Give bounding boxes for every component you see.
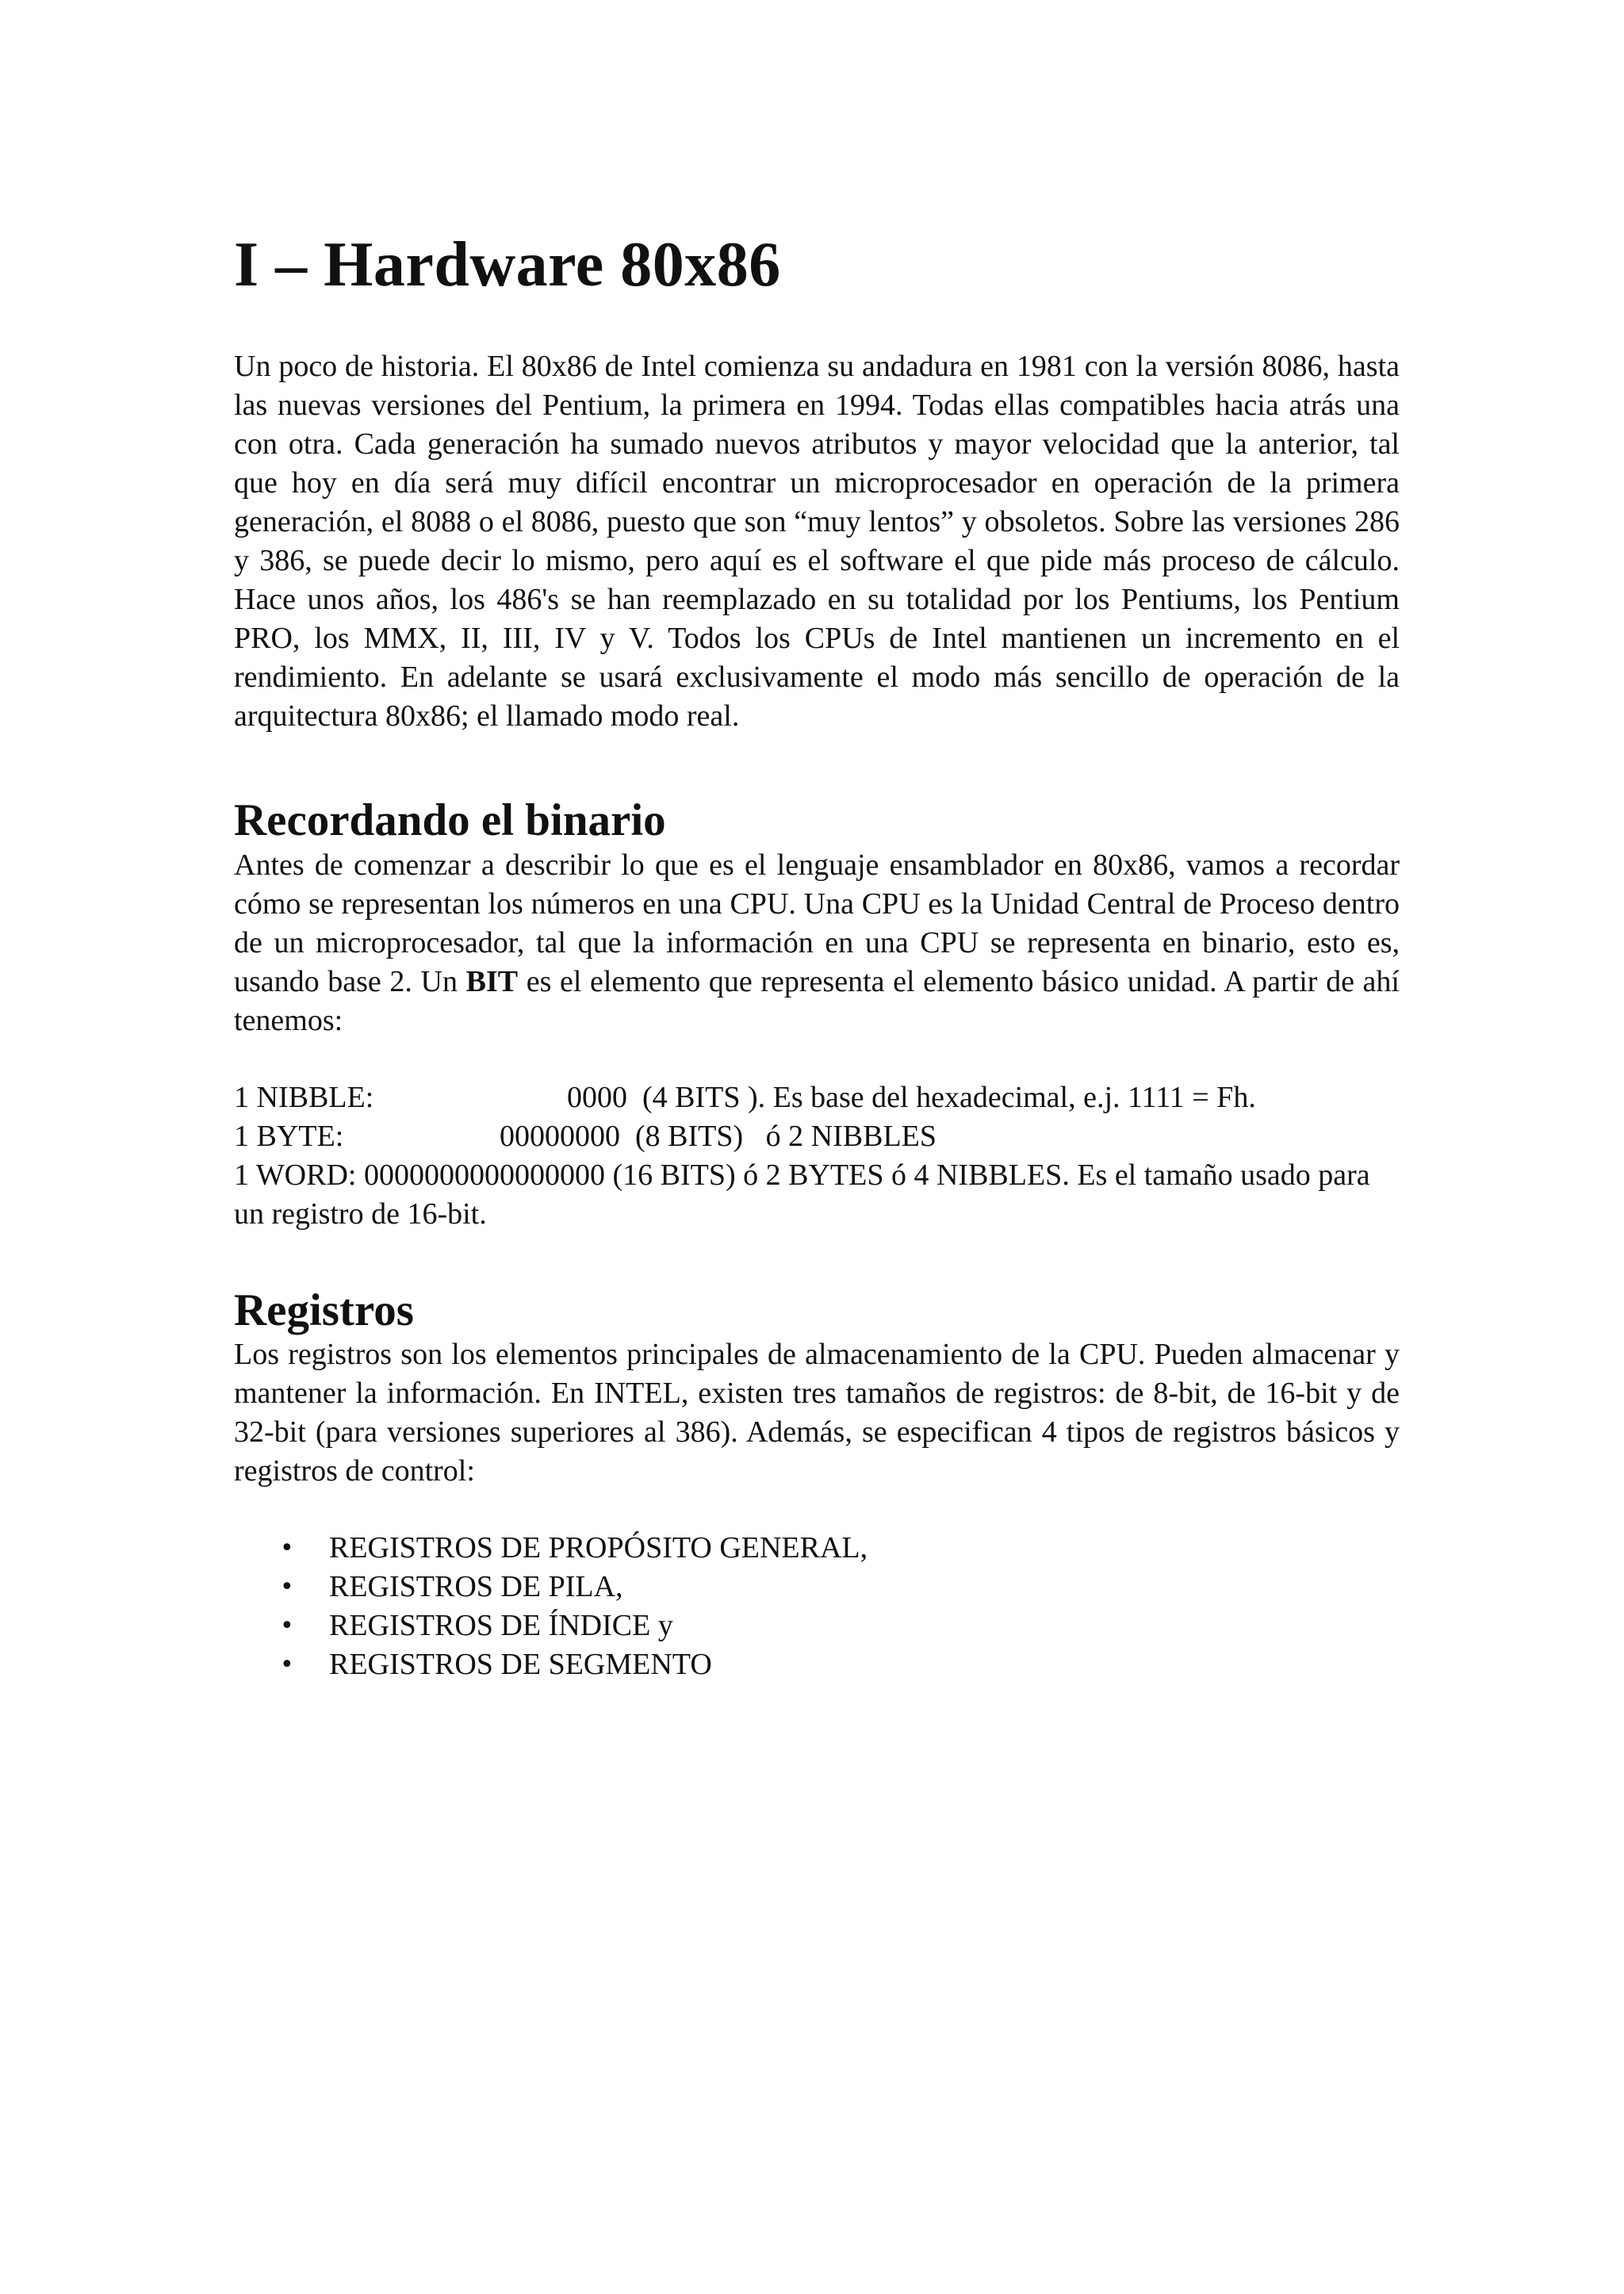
- section-binario: [234, 796, 1400, 1234]
- page-title: I – Hardware 80x86: [234, 230, 781, 300]
- list-item: [280, 1607, 1400, 1645]
- list-item-text: REGISTROS DE PILA,: [329, 1570, 623, 1604]
- unit-value: 0000 (4 BITS ). Es base del hexadecimal, e.j. 1111 = Fh.: [567, 1080, 1256, 1114]
- registros-paragraph: Los registros son los elementos principales de almacenamiento de la CPU. Pueden almacenar y mantener la información. En INTEL, existen tres tamaños de registros: de 8-bit, de 16-bit y de 32-bit (para versiones superiores al 386). Además, se especifican 4 tipos de registros básicos y registros de control:: [234, 1338, 1400, 1488]
- unit-row-word: [234, 1156, 1400, 1234]
- units-list: [234, 1078, 1400, 1234]
- bit-term: BIT: [465, 964, 519, 998]
- list-item-text: REGISTROS DE PROPÓSITO GENERAL,: [329, 1531, 868, 1565]
- list-item: [280, 1568, 1400, 1607]
- unit-row-byte: [234, 1117, 1400, 1156]
- bullet-icon: •: [280, 1573, 294, 1602]
- register-types-list: [234, 1529, 1400, 1684]
- intro-paragraph: Un poco de historia. El 80x86 de Intel comienza su andadura en 1981 con la versión 8086, hasta las nuevas versiones del Pentium, la primera en 1994. Todas ellas compatibles hacia atrás una con otra. Cada generación ha sumado nuevos atributos y mayor velocidad que la anterior, tal que hoy en día será muy difícil encontrar un microprocesador en operación de la primera generación, el 8088 o el 8086, puesto que son “muy lentos” y obsoletos. Sobre las versiones 286 y 386, se puede decir lo mismo, pero aquí es el software el que pide más proceso de cálculo. Hace unos años, los 486's se han reemplazado en su totalidad por los Pentiums, los Pentium PRO, los MMX, II, III, IV y V. Todos los CPUs de Intel mantienen un incremento en el rendimiento. En adelante se usará exclusivamente el modo más sencillo de operación de la arquitectura 80x86; el llamado modo real.: [234, 350, 1400, 733]
- unit-label: 1 NIBBLE:: [234, 1080, 374, 1114]
- bullet-icon: •: [280, 1534, 294, 1563]
- list-item: [280, 1645, 1400, 1684]
- unit-value: 0000000000000000 (16 BITS) ó 2 BYTES ó 4 NIBBLES. Es el tamaño usado para un registro de 16-bit.: [234, 1158, 1370, 1231]
- list-item-text: REGISTROS DE SEGMENTO: [329, 1648, 712, 1682]
- binario-text-1: Antes de comenzar a describir lo que es el lenguaje ensamblador en 80x86, vamos a recordar cómo se representan los números en una CPU. Una CPU es la Unidad Central de Proceso dentro de un microprocesador, tal que la información en una CPU se representa en binario, esto es, usando base 2. Un: [234, 848, 1400, 998]
- binario-paragraph: [234, 846, 1400, 1040]
- unit-value: 00000000 (8 BITS) ó 2 NIBBLES: [500, 1119, 936, 1153]
- section-heading-registros: Registros: [234, 1285, 414, 1335]
- list-item-text: REGISTROS DE ÍNDICE y: [329, 1609, 673, 1643]
- bullet-icon: •: [280, 1651, 294, 1679]
- bullet-icon: •: [280, 1612, 294, 1641]
- unit-row-nibble: [234, 1078, 1400, 1117]
- section-registros: [234, 1286, 1400, 1685]
- unit-label: 1 BYTE:: [234, 1119, 344, 1153]
- document-page: [234, 230, 1400, 1684]
- unit-label: 1 WORD:: [234, 1158, 357, 1192]
- binario-text-2: es el elemento que representa el elemento básico unidad. A partir de ahí tenemos:: [234, 964, 1400, 1037]
- list-item: [280, 1529, 1400, 1568]
- section-heading-binario: Recordando el binario: [234, 795, 666, 845]
